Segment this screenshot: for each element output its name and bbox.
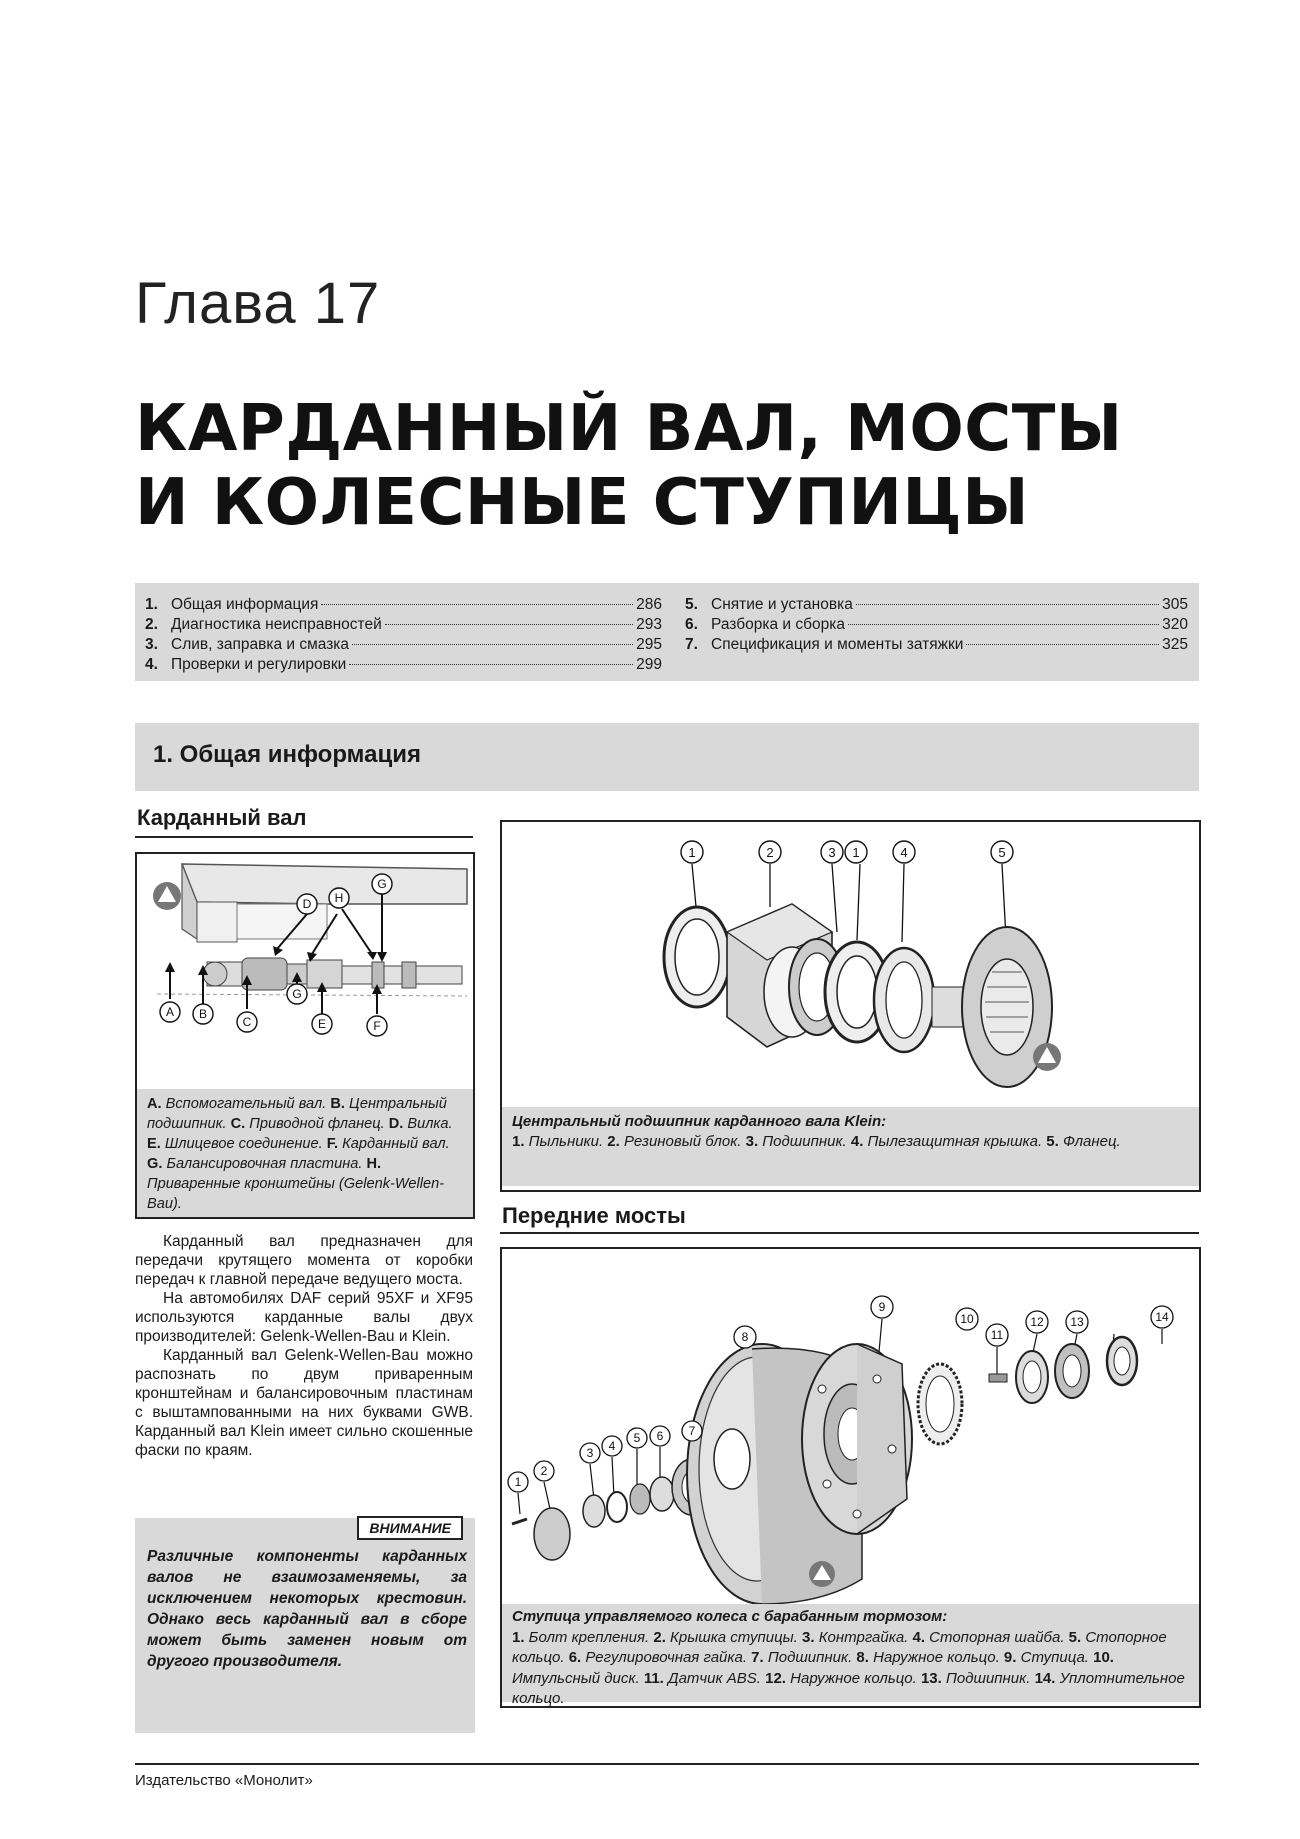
caption-key: 10. bbox=[1093, 1649, 1114, 1666]
caption-text: Ступица. bbox=[1016, 1649, 1094, 1666]
caption-key: 13. bbox=[920, 1669, 942, 1687]
caption-text: Стопорная шайба. bbox=[925, 1628, 1069, 1646]
caption-key: 8. bbox=[856, 1649, 869, 1666]
callout-label: E bbox=[317, 1017, 327, 1031]
callout-label: 12 bbox=[1030, 1315, 1044, 1329]
caption-key: H. bbox=[366, 1156, 382, 1172]
cardan-shaft-illustration bbox=[137, 854, 473, 1089]
caption-text: Датчик ABS. bbox=[663, 1669, 766, 1687]
toc-entry[interactable] bbox=[685, 615, 1188, 635]
toc-entry-number: 7. bbox=[685, 636, 698, 653]
caption-text: Пыльники. bbox=[524, 1133, 608, 1150]
table-of-contents bbox=[135, 583, 1199, 681]
caption-key: 9. bbox=[1003, 1649, 1017, 1666]
caption-title: Центральный подшипник карданного вала Klein: bbox=[512, 1113, 887, 1130]
toc-entry-label: Разборка и сборка bbox=[711, 616, 845, 633]
callout-label: H bbox=[334, 891, 344, 905]
toc-column-left bbox=[145, 595, 662, 675]
caption-text: Импульсный диск. bbox=[512, 1669, 644, 1687]
toc-entry-label: Спецификация и моменты затяжки bbox=[711, 636, 964, 653]
toc-entry-number: 2. bbox=[145, 616, 158, 633]
caption-key: C. bbox=[230, 1116, 246, 1132]
toc-entry-page: 295 bbox=[636, 636, 662, 653]
callout-label: C bbox=[242, 1015, 252, 1029]
callout-label: 3 bbox=[828, 845, 836, 860]
caption-text: Балансировочная пластина. bbox=[162, 1156, 367, 1172]
paragraph: На автомобилях DAF серий 95XF и XF95 используются карданные валы двух производителей: Gelenk-Wellen-Bau и Klein. bbox=[135, 1290, 473, 1345]
toc-entry-number: 3. bbox=[145, 636, 158, 653]
callout-label: 1 bbox=[688, 845, 696, 860]
toc-entry-number: 6. bbox=[685, 616, 698, 633]
bearing-figure-box bbox=[500, 820, 1201, 1192]
caption-text: Уплотнительное кольцо. bbox=[512, 1669, 1185, 1707]
caption-text: Регулировочная гайка. bbox=[581, 1649, 752, 1666]
toc-column-right bbox=[685, 595, 1188, 655]
caption-text: Резиновый блок. bbox=[619, 1133, 746, 1150]
caption-key: 1. bbox=[512, 1133, 525, 1150]
toc-entry-page: 299 bbox=[636, 656, 662, 673]
callout-label: 14 bbox=[1155, 1310, 1169, 1324]
callout-label: B bbox=[198, 1007, 208, 1021]
caption-key: B. bbox=[330, 1096, 345, 1112]
callout-label: 4 bbox=[900, 845, 908, 860]
toc-entry[interactable] bbox=[145, 615, 662, 635]
caption-text: Подшипник. bbox=[758, 1133, 851, 1150]
caption-key: 4. bbox=[850, 1133, 864, 1150]
caption-key: 6. bbox=[568, 1649, 582, 1666]
caption-key: 5. bbox=[1046, 1133, 1059, 1150]
caption-text: Центральный подшипник. bbox=[147, 1096, 447, 1132]
caption-text: Вспомогательный вал. bbox=[161, 1096, 331, 1112]
toc-entry-page: 320 bbox=[1162, 616, 1188, 633]
caption-text: Стопорное кольцо. bbox=[512, 1628, 1167, 1666]
chapter-number: Глава 17 bbox=[135, 271, 381, 336]
caption-key: 3. bbox=[745, 1133, 759, 1150]
front-axles-heading-rule bbox=[500, 1232, 1199, 1234]
chapter-title bbox=[135, 392, 1123, 540]
toc-leader-dots bbox=[385, 624, 633, 625]
toc-entry[interactable] bbox=[685, 595, 1188, 615]
caption-text: Крышка ступицы. bbox=[665, 1628, 803, 1646]
callout-label: 4 bbox=[608, 1439, 616, 1453]
wheel-hub-illustration bbox=[502, 1249, 1199, 1604]
callout-label: 5 bbox=[633, 1431, 641, 1445]
caption-key: E. bbox=[147, 1136, 161, 1152]
cardan-heading: Карданный вал bbox=[137, 805, 307, 830]
cardan-figure-box bbox=[135, 852, 475, 1219]
toc-entry[interactable] bbox=[145, 595, 662, 615]
paragraph: Карданный вал Gelenk-Wellen-Bau можно распознать по двум приваренным кронштейнам и балансировочным пластинам с выштампованными на них буквами GWB. Карданный вал Klein имеет сильно скошенные фаски по краям. bbox=[135, 1347, 473, 1459]
attention-label: ВНИМАНИЕ bbox=[357, 1516, 463, 1540]
callout-label: 6 bbox=[656, 1429, 664, 1443]
section-title: 1. Общая информация bbox=[153, 741, 421, 768]
hub-figure-box bbox=[500, 1247, 1201, 1708]
caption-text: Пылезащитная крышка. bbox=[863, 1133, 1047, 1150]
callout-label: 1 bbox=[514, 1475, 522, 1489]
callout-label: 1 bbox=[852, 845, 860, 860]
caption-title: Ступица управляемого колеса с барабанным тормозом: bbox=[512, 1608, 948, 1625]
cardan-heading-rule bbox=[135, 836, 473, 838]
caption-key: 7. bbox=[751, 1649, 764, 1666]
caption-text: Фланец. bbox=[1058, 1133, 1121, 1150]
toc-entry-label: Проверки и регулировки bbox=[171, 656, 347, 673]
caption-key: D. bbox=[388, 1116, 404, 1132]
toc-entry[interactable] bbox=[685, 635, 1188, 655]
callout-label: 3 bbox=[586, 1446, 594, 1460]
caption-text: Приводной фланец. bbox=[245, 1116, 389, 1132]
toc-entry[interactable] bbox=[145, 635, 662, 655]
callout-label: 13 bbox=[1070, 1315, 1084, 1329]
section-header bbox=[135, 723, 1199, 791]
chapter-title-line1: КАРДАННЫЙ ВАЛ, МОСТЫ bbox=[135, 392, 1123, 466]
hub-figure-caption bbox=[502, 1604, 1199, 1707]
cardan-figure-caption bbox=[137, 1089, 473, 1217]
toc-entry-number: 4. bbox=[145, 656, 158, 673]
caption-text: Наружное кольцо. bbox=[785, 1669, 921, 1687]
toc-entry-label: Снятие и установка bbox=[711, 596, 853, 613]
callout-label: 11 bbox=[990, 1328, 1004, 1342]
caption-key: 3. bbox=[802, 1628, 815, 1646]
toc-leader-dots bbox=[352, 644, 633, 645]
caption-key: 2. bbox=[607, 1133, 620, 1150]
attention-box bbox=[135, 1518, 475, 1733]
callout-label: G bbox=[377, 877, 387, 891]
publisher-footer: Издательство «Монолит» bbox=[135, 1772, 313, 1789]
toc-entry-label: Общая информация bbox=[171, 596, 319, 613]
toc-entry-number: 5. bbox=[685, 596, 698, 613]
callout-label: F bbox=[373, 1019, 381, 1033]
toc-leader-dots bbox=[856, 604, 1159, 605]
callout-label: A bbox=[165, 1005, 175, 1019]
caption-text: Подшипник. bbox=[763, 1649, 857, 1666]
caption-text: Шлицевое соединение. bbox=[160, 1136, 327, 1152]
caption-text: Приваренные кронштейны (Gelenk-Wellen-Bau). bbox=[147, 1176, 445, 1212]
caption-key: 4. bbox=[912, 1628, 926, 1646]
footer-rule bbox=[135, 1763, 1199, 1765]
toc-entry-label: Диагностика неисправностей bbox=[171, 616, 382, 633]
toc-entry-page: 325 bbox=[1162, 636, 1188, 653]
toc-leader-dots bbox=[966, 644, 1159, 645]
caption-text: Подшипник. bbox=[941, 1669, 1035, 1687]
caption-key: 1. bbox=[512, 1628, 525, 1646]
toc-entry-label: Слив, заправка и смазка bbox=[171, 636, 350, 653]
callout-label: 2 bbox=[766, 845, 774, 860]
caption-text: Вилка. bbox=[403, 1116, 453, 1132]
toc-entry-page: 305 bbox=[1162, 596, 1188, 613]
center-bearing-illustration bbox=[502, 822, 1199, 1107]
front-axles-heading: Передние мосты bbox=[502, 1203, 686, 1228]
callout-label: 8 bbox=[741, 1330, 749, 1344]
callout-label: 10 bbox=[960, 1312, 974, 1326]
caption-key: 14. bbox=[1034, 1669, 1056, 1687]
callout-label: 9 bbox=[878, 1300, 886, 1314]
caption-key: F. bbox=[326, 1136, 339, 1152]
toc-entry-page: 293 bbox=[636, 616, 662, 633]
toc-leader-dots bbox=[848, 624, 1159, 625]
caption-key: G. bbox=[147, 1156, 163, 1172]
paragraph: Карданный вал предназначен для передачи крутящего момента от коробки передач к главной передаче ведущего моста. bbox=[135, 1233, 473, 1288]
callout-label: 7 bbox=[688, 1424, 696, 1438]
toc-leader-dots bbox=[321, 604, 633, 605]
caption-key: 11. bbox=[643, 1669, 664, 1687]
cardan-body-text bbox=[135, 1232, 473, 1460]
attention-text: Различные компоненты карданных валов не взаимозаменяемы, за исключением некоторых крестовин. Однако весь карданный вал в сборе может быть заменен новым от другого производителя. bbox=[147, 1548, 467, 1670]
callout-label: 2 bbox=[540, 1464, 548, 1478]
toc-entry[interactable] bbox=[145, 655, 662, 675]
caption-key: 12. bbox=[765, 1669, 786, 1687]
callout-label: D bbox=[302, 897, 312, 911]
caption-key: 5. bbox=[1068, 1628, 1082, 1646]
chapter-title-line2: И КОЛЕСНЫЕ СТУПИЦЫ bbox=[135, 466, 1030, 540]
caption-text: Карданный вал. bbox=[338, 1136, 450, 1152]
toc-entry-number: 1. bbox=[145, 596, 158, 613]
caption-key: A. bbox=[147, 1096, 162, 1112]
caption-text: Болт крепления. bbox=[524, 1628, 654, 1646]
toc-entry-page: 286 bbox=[636, 596, 662, 613]
bearing-figure-caption bbox=[502, 1107, 1199, 1186]
callout-label: G bbox=[292, 987, 302, 1001]
caption-text: Наружное кольцо. bbox=[868, 1649, 1004, 1666]
caption-text: Контргайка. bbox=[814, 1628, 913, 1646]
callout-label: 5 bbox=[998, 845, 1006, 860]
caption-key: 2. bbox=[653, 1628, 666, 1646]
toc-leader-dots bbox=[349, 664, 633, 665]
